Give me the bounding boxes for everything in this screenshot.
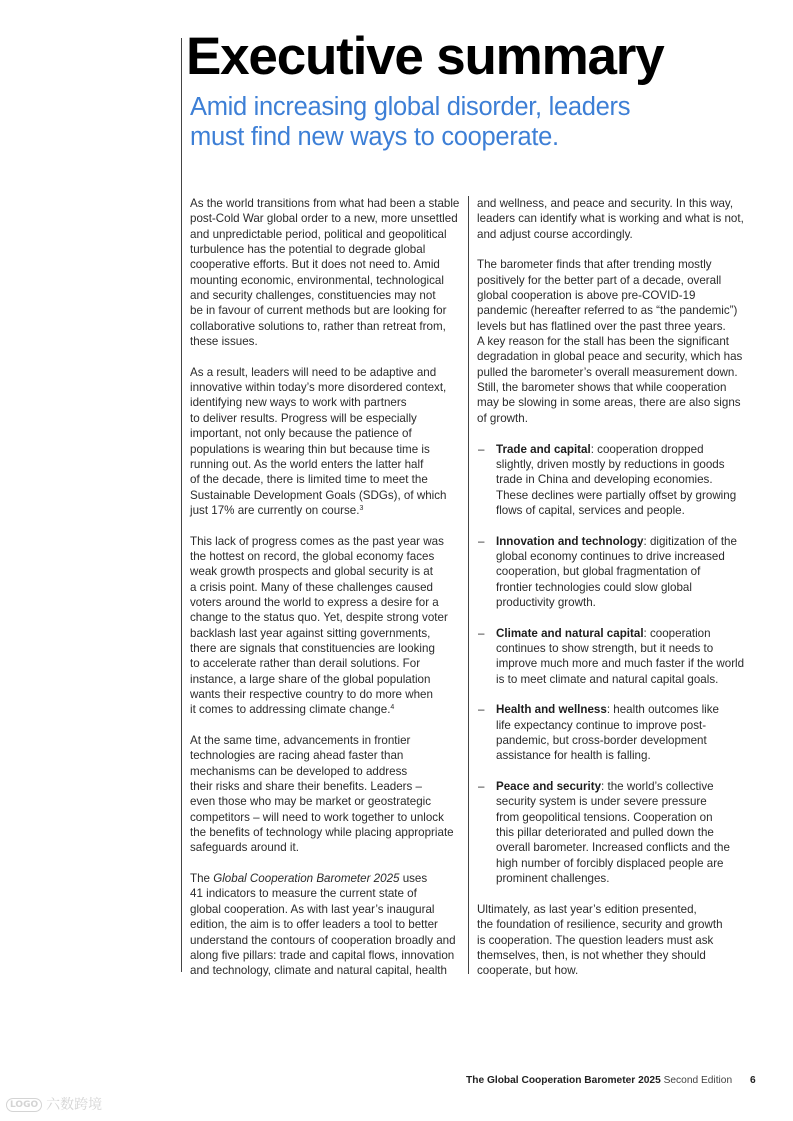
paragraph <box>477 257 751 426</box>
text-segment: The <box>190 872 214 886</box>
text-line: pandemic, but cross-border development <box>496 734 707 748</box>
text-line: identifying new ways to work with partners <box>190 396 407 410</box>
paragraph <box>190 733 462 856</box>
page-title: Executive summary <box>186 27 664 86</box>
text-line: Sustainable Development Goals (SDGs), of which <box>190 488 447 502</box>
paragraph <box>477 196 751 242</box>
text-line: a crisis point. Many of these challenges caused <box>190 580 433 594</box>
text-line: leaders can identify what is working and what is not, <box>477 212 744 226</box>
text-line: This lack of progress comes as the past year was <box>190 534 444 548</box>
text-line: post-Cold War global order to a new, more unsettled <box>190 212 458 226</box>
text-line: cooperate, but how. <box>477 964 579 978</box>
pillar-bullet-trade <box>477 442 751 519</box>
text-line: life expectancy continue to improve post- <box>496 718 707 732</box>
paragraph <box>190 871 462 978</box>
text-line: along five pillars: trade and capital flows, innovation <box>190 948 455 962</box>
text-line <box>496 779 751 794</box>
text-line: understand the contours of cooperation broadly and <box>190 933 456 947</box>
text-line: pandemic (hereafter referred to as “the pandemic”) <box>477 304 738 318</box>
text-line <box>190 702 462 717</box>
publication-name: Global Cooperation Barometer 2025 <box>213 872 400 886</box>
text-line: the hottest on record, the global economy faces <box>190 549 435 563</box>
text-line <box>496 442 751 457</box>
text-line <box>496 534 751 549</box>
text-line: there are signals that constituencies are looking <box>190 641 435 655</box>
text-line: continues to show strength, but it needs to <box>496 641 714 655</box>
text-line: running out. As the world enters the latter half <box>190 457 424 471</box>
watermark-text: 六数跨境 <box>46 1097 103 1113</box>
text-line: themselves, then, is not whether they should <box>477 948 706 962</box>
text-line: edition, the aim is to offer leaders a tool to better <box>190 918 438 932</box>
text-line: this pillar deteriorated and pulled down the <box>496 826 714 840</box>
text-line: degradation in global peace and security, which has <box>477 350 743 364</box>
text-line: wants their respective country to do more when <box>190 688 433 701</box>
text-segment: uses <box>399 872 428 886</box>
text-line: change to the status quo. Yet, despite strong voter <box>190 611 448 625</box>
footnote-ref: 3 <box>359 504 364 512</box>
text-line: of the decade, there is limited time to meet the <box>190 473 428 487</box>
dash-bullet: – <box>478 780 485 794</box>
text-line: security system is under severe pressure <box>496 795 707 809</box>
page-number: 6 <box>749 1075 756 1086</box>
text-line: high number of forcibly displaced people are <box>496 856 724 870</box>
text-line: populations is wearing thin but because time is <box>190 442 430 456</box>
text-line: safeguards around it. <box>190 841 299 855</box>
text-line: and technology, climate and natural capital, health <box>190 964 447 978</box>
text-line: may be slowing in some areas, there are also signs <box>477 396 741 410</box>
text-segment: : health outcomes like <box>606 703 719 717</box>
text-line: from geopolitical tensions. Cooperation on <box>496 810 713 824</box>
text-line <box>190 503 462 518</box>
text-segment: just 17% are currently on course. <box>190 503 360 517</box>
pillar-bullet-innovation <box>477 534 751 611</box>
text-line: be in favour of current methods but are looking for <box>190 304 447 318</box>
left-column <box>190 196 462 994</box>
text-line: technologies are racing ahead faster than <box>190 749 404 763</box>
text-line: collaborative solutions to, rather than retreat from, <box>190 319 446 333</box>
text-line: global cooperation is above pre-COVID-19 <box>477 289 696 303</box>
text-segment: : the world’s collective <box>601 780 714 794</box>
paragraph <box>190 365 462 518</box>
pillar-bullet-peace <box>477 779 751 886</box>
page-footer <box>466 1075 756 1086</box>
paragraph <box>190 196 462 349</box>
text-line: trade in China and developing economies. <box>496 473 713 487</box>
text-line: of growth. <box>477 411 528 425</box>
text-line: At the same time, advancements in frontier <box>190 734 411 748</box>
dash-bullet: – <box>478 703 485 717</box>
column-divider <box>468 196 469 974</box>
text-line: important, not only because the patience of <box>190 427 412 441</box>
text-line: overall barometer. Increased conflicts and the <box>496 841 730 855</box>
text-line: Still, the barometer shows that while cooperation <box>477 381 727 395</box>
text-line: improve much more and much faster if the world <box>496 657 745 671</box>
text-line: voters around the world to express a desire for a <box>190 595 439 609</box>
text-line: global economy continues to drive increased <box>496 549 725 563</box>
page-subtitle <box>190 92 690 152</box>
dash-bullet: – <box>478 626 485 640</box>
text-line: to deliver results. Progress will be especially <box>190 411 417 425</box>
pillar-term: Trade and capital <box>496 442 591 456</box>
dash-bullet: – <box>478 534 485 548</box>
text-line: weak growth prospects and global security is at <box>190 565 433 579</box>
pillar-term: Innovation and technology <box>496 534 644 548</box>
text-segment: : cooperation <box>643 626 711 640</box>
watermark <box>6 1094 102 1114</box>
dash-bullet: – <box>478 442 485 456</box>
text-line: mechanisms can be developed to address <box>190 764 408 778</box>
text-line: Ultimately, as last year’s edition presented, <box>477 902 697 916</box>
text-segment: : digitization of the <box>643 534 737 548</box>
text-line: The barometer finds that after trending mostly <box>477 258 712 272</box>
footnote-ref: 4 <box>390 704 395 712</box>
text-line: cooperative efforts. But it does not need to. Amid <box>190 258 440 272</box>
text-line: the benefits of technology while placing appropriate <box>190 826 454 840</box>
text-line: cooperation, but global fragmentation of <box>496 565 701 579</box>
text-line: prominent challenges. <box>496 872 610 886</box>
text-line: assistance for health is falling. <box>496 749 651 763</box>
pillar-bullet-climate <box>477 626 751 687</box>
text-segment: it comes to addressing climate change. <box>190 703 391 717</box>
text-line: instance, a large share of the global population <box>190 672 431 686</box>
pillar-term: Climate and natural capital <box>496 626 644 640</box>
right-column <box>477 196 751 994</box>
text-line: and unpredictable period, political and geopolitical <box>190 227 447 241</box>
text-line: to accelerate rather than derail solutions. For <box>190 657 421 671</box>
text-line: is to meet climate and natural capital goals. <box>496 672 719 686</box>
text-line: productivity growth. <box>496 595 596 609</box>
text-line: and adjust course accordingly. <box>477 227 633 241</box>
text-line: backlash last year against sitting governments, <box>190 626 431 640</box>
text-line <box>496 702 751 717</box>
text-line: mounting economic, environmental, technological <box>190 273 444 287</box>
text-line: frontier technologies could slow global <box>496 580 692 594</box>
text-line: A key reason for the stall has been the significant <box>477 335 729 349</box>
text-line: pulled the barometer’s overall measurement down. <box>477 365 738 379</box>
pillar-term: Health and wellness <box>496 703 607 717</box>
pillar-bullet-health <box>477 702 751 763</box>
text-segment: : cooperation dropped <box>590 442 704 456</box>
text-line: As the world transitions from what had been a stable <box>190 197 460 210</box>
text-line: and security challenges, constituencies may not <box>190 289 436 303</box>
subtitle-line: Amid increasing global disorder, leaders <box>190 93 631 121</box>
text-line: their risks and share their benefits. Leaders – <box>190 780 422 794</box>
paragraph <box>477 902 751 979</box>
text-line: innovative within today’s more disordered context, <box>190 381 447 395</box>
text-line: is cooperation. The question leaders must ask <box>477 933 714 947</box>
footer-publication: The Global Cooperation Barometer 2025 <box>466 1075 661 1086</box>
text-line <box>190 871 462 886</box>
text-line: flows of capital, services and people. <box>496 503 685 517</box>
text-line: positively for the better part of a decade, overall <box>477 273 722 287</box>
text-line: even those who may be market or geostrategic <box>190 795 432 809</box>
text-line: slightly, driven mostly by reductions in goods <box>496 457 725 471</box>
footer-edition: Second Edition <box>663 1075 733 1086</box>
text-line: These declines were partially offset by growing <box>496 488 737 502</box>
text-line: As a result, leaders will need to be adaptive and <box>190 365 437 379</box>
text-line: competitors – will need to work together to unlock <box>190 810 444 824</box>
text-line: and wellness, and peace and security. In this way, <box>477 197 734 210</box>
text-line: the foundation of resilience, security and growth <box>477 918 723 932</box>
pillar-term: Peace and security <box>496 780 602 794</box>
paragraph <box>190 534 462 718</box>
text-line: turbulence has the potential to degrade global <box>190 243 426 257</box>
text-line: these issues. <box>190 335 258 349</box>
text-line: 41 indicators to measure the current state of <box>190 887 417 901</box>
subtitle-line: must find new ways to cooperate. <box>190 123 559 151</box>
text-line: levels but has flatlined over the past three years. <box>477 319 726 333</box>
text-line <box>496 626 751 641</box>
text-line: global cooperation. As with last year’s inaugural <box>190 902 435 916</box>
watermark-logo-icon: LOGO <box>6 1098 42 1112</box>
left-margin-rule <box>181 38 182 972</box>
